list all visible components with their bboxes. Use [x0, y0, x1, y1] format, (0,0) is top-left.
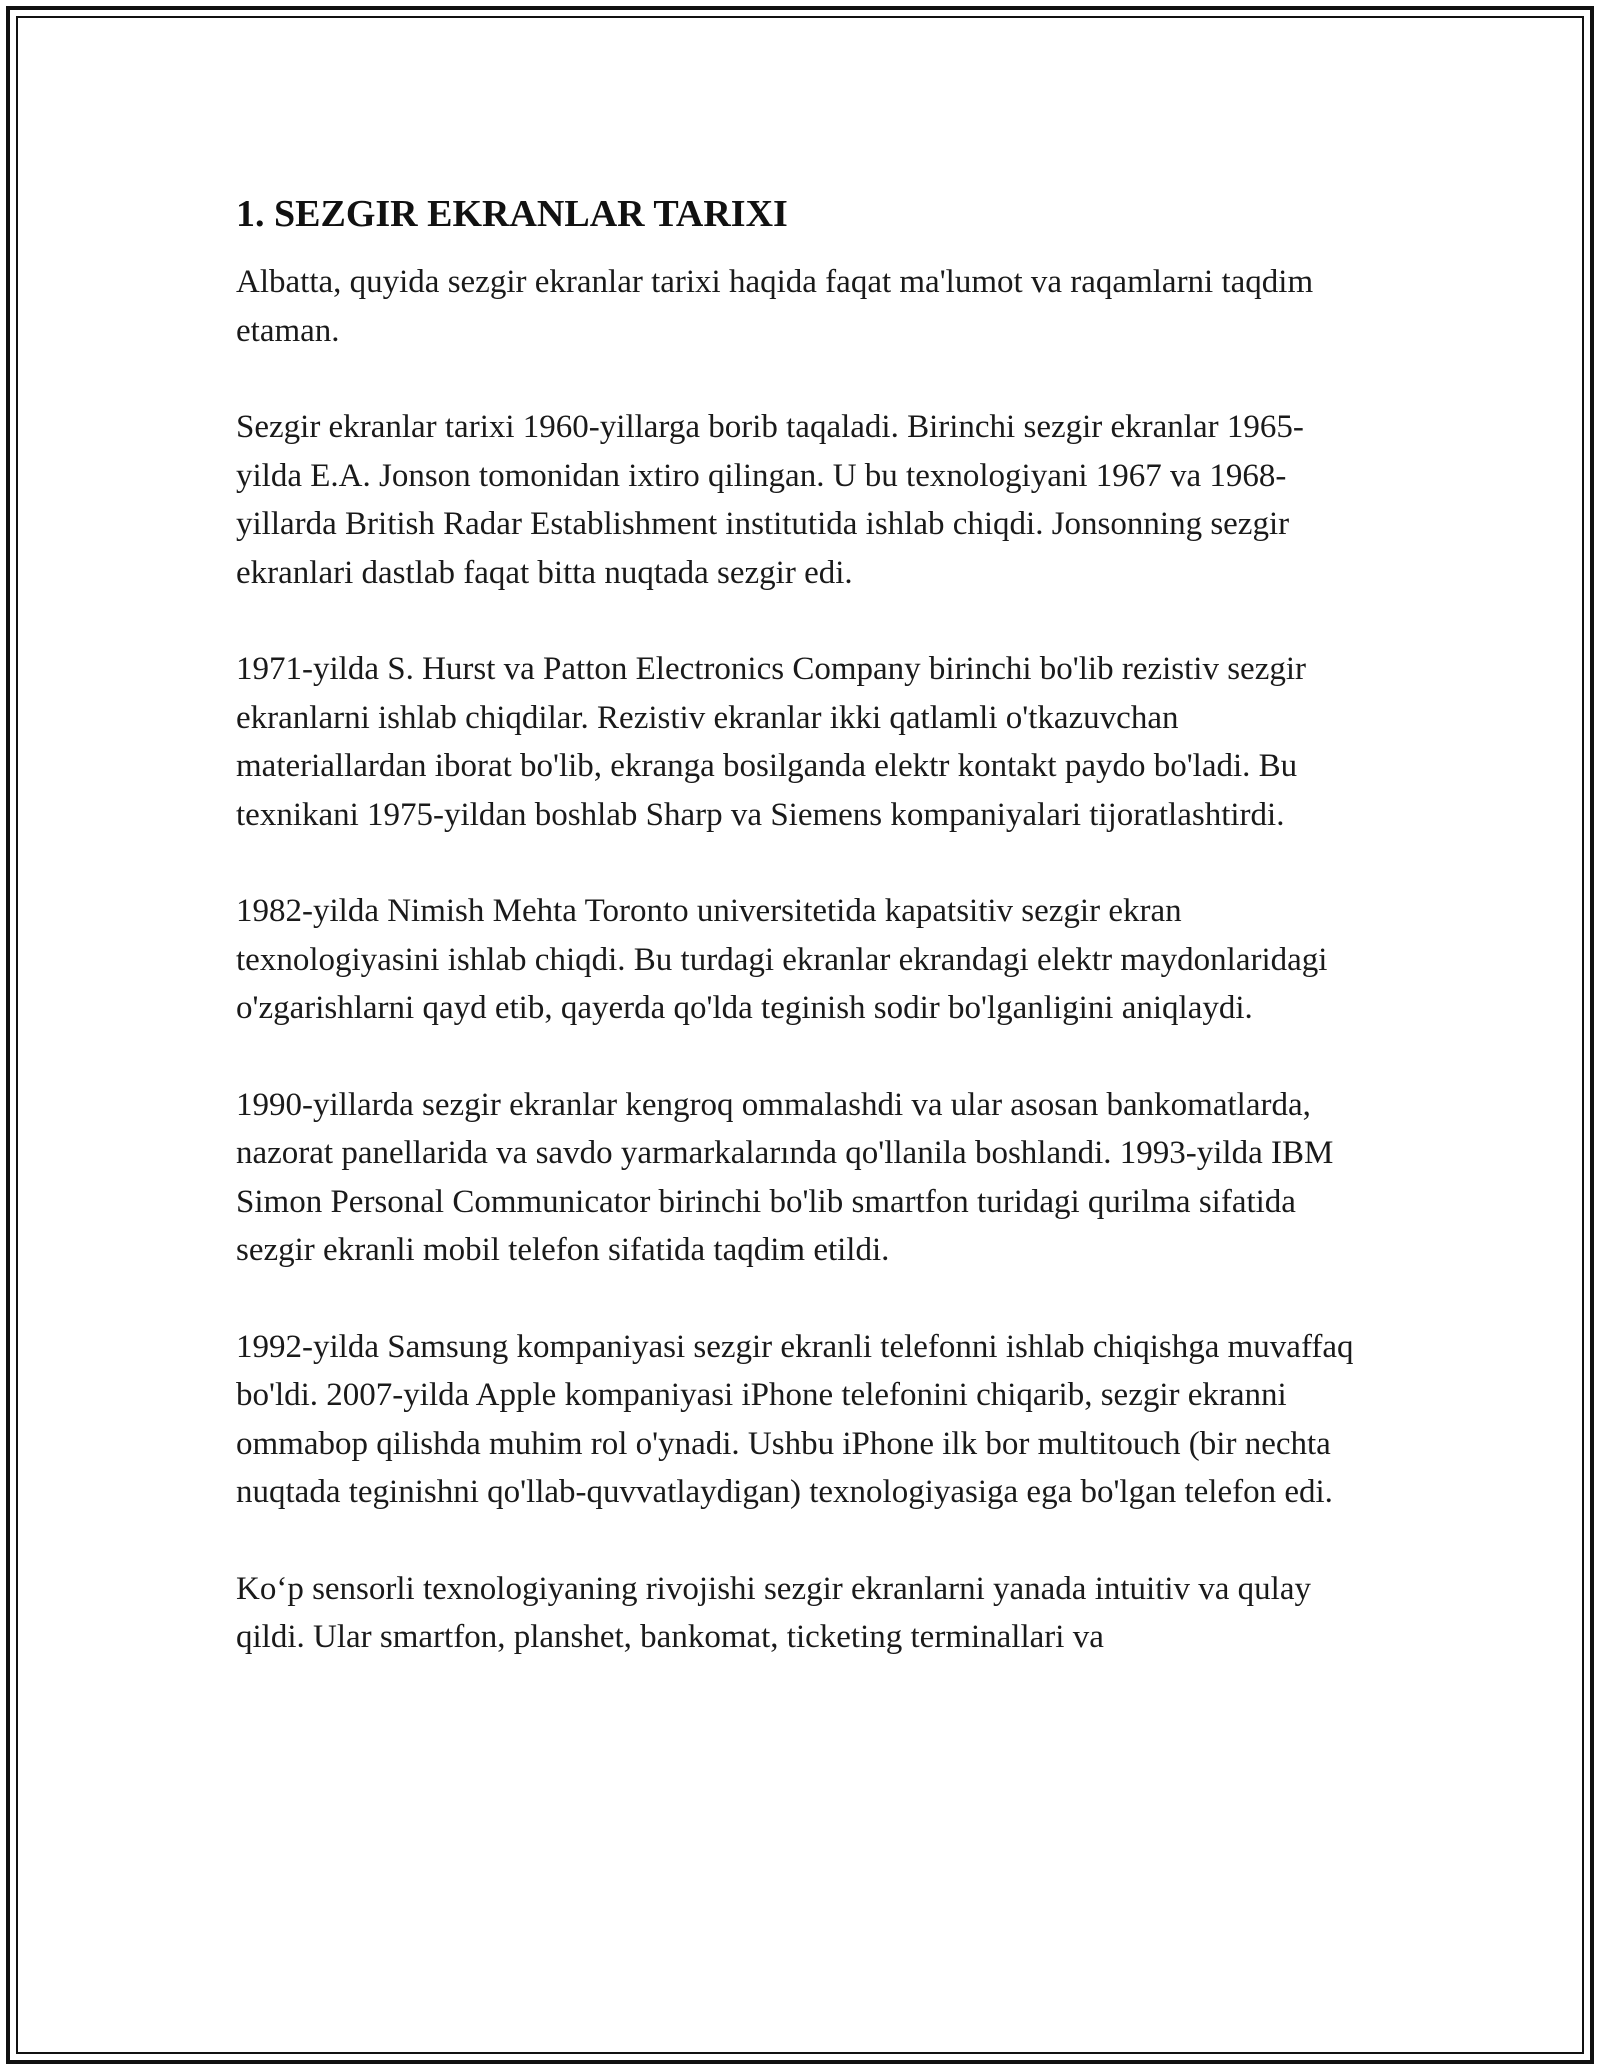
paragraph-multitouch: Koʻp sensorli texnologiyaning rivojishi sezgir ekranlarni yanada intuitiv va qulay qildi. Ular smartfon, planshet, bankomat, ticketing terminallari va [236, 1570, 1311, 1655]
paragraph-1990s: 1990-yillarda sezgir ekranlar kengroq ommalashdi va ular asosan bankomatlarda, nazorat panellarida va savdo yarmarkalarında qo'llanila boshlandi. 1993-yilda IBM Simon Personal Communicator birinchi bo'lib smartfon turidagi qurilma sifatida sezgir ekranli mobil telefon sifatida taqdim etildi. [236, 1086, 1334, 1268]
section-heading: 1. SEZGIR EKRANLAR TARIXI [236, 193, 788, 235]
paragraph-1960s: Sezgir ekranlar tarixi 1960-yillarga borib taqaladi. Birinchi sezgir ekranlar 1965-yilda E.A. Jonson tomonidan ixtiro qilingan. U bu texnologiyani 1967 va 1968-yillarda British Radar Establishment institutida ishlab chiqdi. Jonsonning sezgir ekranlari dastlab faqat bitta nuqtada sezgir edi. [236, 409, 1304, 591]
paragraph-1992: 1992-yilda Samsung kompaniyasi sezgir ekranli telefonni ishlab chiqishga muvaffaq bo'ldi. 2007-yilda Apple kompaniyasi iPhone telefonini chiqarib, sezgir ekranni ommabop qilishda muhim rol o'ynadi. Ushbu iPhone ilk bor multitouch (bir nechta nuqtada teginishni qo'llab-quvvatlaydigan) texnologiyasiga ega bo'lgan telefon edi. [236, 1328, 1354, 1510]
paragraph-intro: Albatta, quyida sezgir ekranlar tarixi haqida faqat ma'lumot va raqamlarni taqdim etaman. [236, 264, 1314, 349]
paragraph-1971: 1971-yilda S. Hurst va Patton Electronics Company birinchi bo'lib rezistiv sezgir ekranlarni ishlab chiqdilar. Rezistiv ekranlar ikki qatlamli o'tkazuvchan materiallardan iborat bo'lib, ekranga bosilganda elektr kontakt paydo bo'ladi. Bu texnikani 1975-yildan boshlab Sharp va Siemens kompaniyalari tijoratlashtirdi. [236, 651, 1307, 833]
paragraph-1982: 1982-yilda Nimish Mehta Toronto universitetida kapatsitiv sezgir ekran texnologiyasini ishlab chiqdi. Bu turdagi ekranlar ekrandagi elektr maydonlaridagi o'zgarishlarni qayd etib, qayerda qo'lda teginish sodir bo'lganligini aniqlaydi. [236, 893, 1328, 1026]
document-body [236, 186, 1366, 1710]
